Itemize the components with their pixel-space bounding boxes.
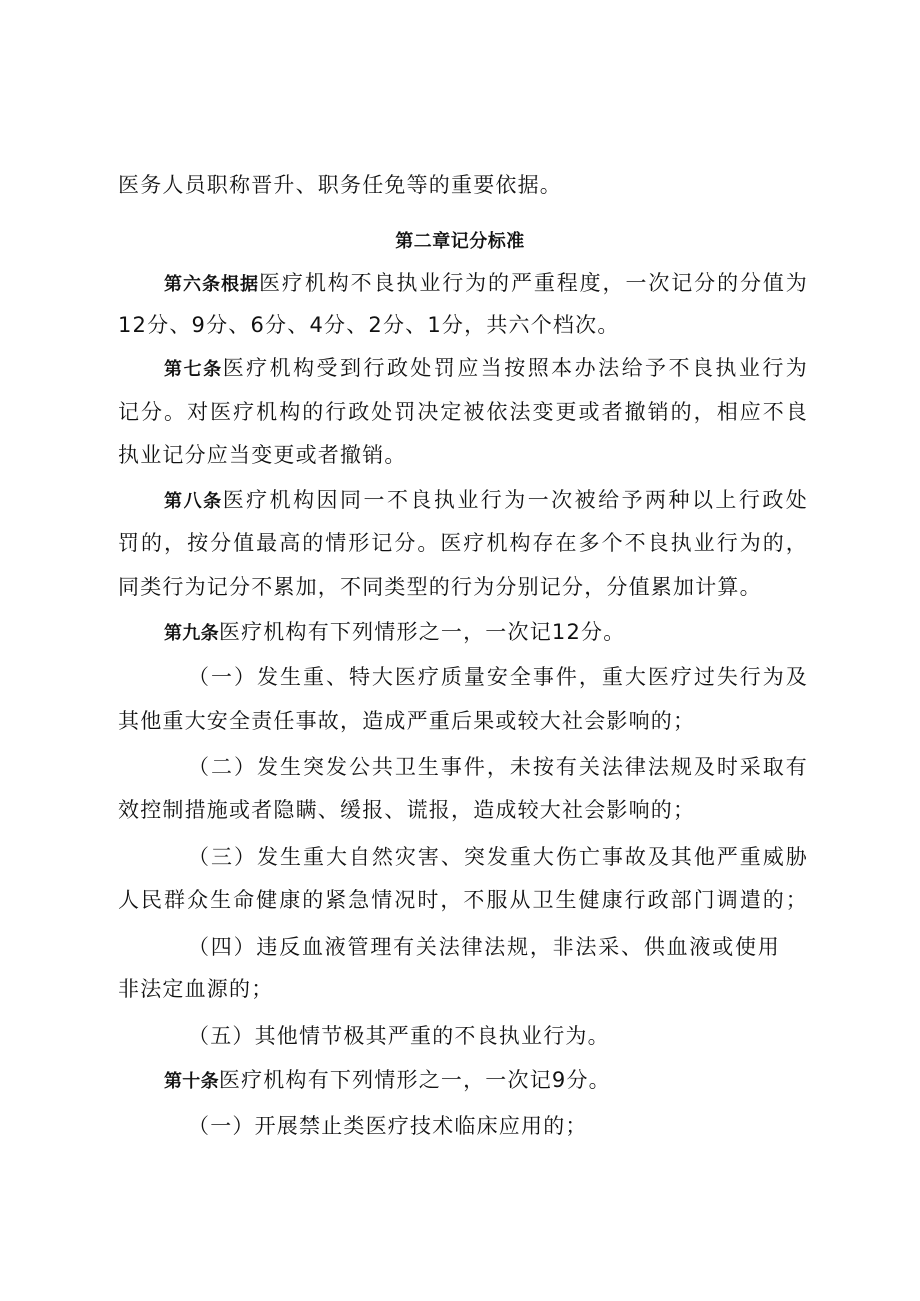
article-6-text: 医疗机构不良执业行为的严重程度，一次记分的分值为 xyxy=(259,271,808,295)
article-9-item-5-line-1: （五）其他情节极其严重的不良执业行为。 xyxy=(188,1024,610,1048)
article-7-text: 医疗机构受到行政处罚应当按照本办法给予不良执业行为 xyxy=(222,356,809,380)
article-7-line-2: 记分。对医疗机构的行政处罚决定被依法变更或者撤销的，相应不良 xyxy=(118,400,808,424)
article-9-item-2-line-2: 效控制措施或者隐瞒、缓报、谎报，造成较大社会影响的； xyxy=(118,798,696,822)
article-6-line-2: 12分、9分、6分、4分、2分、1分，共六个档次。 xyxy=(118,313,620,337)
article-8-line-3: 同类行为记分不累加，不同类型的行为分别记分，分值累加计算。 xyxy=(118,575,762,599)
chapter-heading: 第二章记分标准 xyxy=(395,231,525,252)
article-9-line-1 xyxy=(164,617,854,649)
article-9-item-1-line-1: （一）发生重、特大医疗质量安全事件，重大医疗过失行为及 xyxy=(188,665,808,689)
article-8-label: 第八条 xyxy=(164,491,223,512)
article-7-line-3: 执业记分应当变更或者撤销。 xyxy=(118,443,407,467)
article-9-item-3-line-2: 人民群众生命健康的紧急情况时，不服从卫生健康行政部门调遣的； xyxy=(118,888,808,912)
article-9-label: 第九条 xyxy=(164,623,219,644)
article-10-label: 第十条 xyxy=(164,1071,219,1092)
article-10-item-1-line-1: （一）开展禁止类医疗技术临床应用的； xyxy=(188,1114,588,1138)
article-7-line-1 xyxy=(164,353,808,385)
article-9-item-2-line-1: （二）发生突发公共卫生事件，未按有关法律法规及时采取有 xyxy=(188,755,808,779)
article-8-text: 医疗机构因同一不良执业行为一次被给予两种以上行政处 xyxy=(222,488,809,512)
continued-paragraph-line: 医务人员职称晋升、职务任免等的重要依据。 xyxy=(118,173,562,197)
article-6-label: 第六条根据 xyxy=(164,274,260,295)
article-9-item-4-line-2: 非法定血源的； xyxy=(118,977,274,1001)
article-9-item-1-line-2: 其他重大安全责任事故，造成严重后果或较大社会影响的； xyxy=(118,709,696,733)
article-7-label: 第七条 xyxy=(164,359,223,380)
article-9-text: 医疗机构有下列情形之一，一次记12分。 xyxy=(218,620,626,644)
article-8-line-2: 罚的，按分值最高的情形记分。医疗机构存在多个不良执业行为的， xyxy=(118,531,808,555)
article-9-item-4-line-1: （四）违反血液管理有关法律法规，非法采、供血液或使用 xyxy=(188,935,780,959)
article-10-text: 医疗机构有下列情形之一，一次记9分。 xyxy=(218,1068,611,1092)
article-9-item-3-line-1: （三）发生重大自然灾害、突发重大伤亡事故及其他严重威胁 xyxy=(188,845,808,869)
article-10-line-1 xyxy=(164,1065,854,1097)
article-8-line-1 xyxy=(164,485,808,517)
article-6-line-1 xyxy=(164,268,808,300)
